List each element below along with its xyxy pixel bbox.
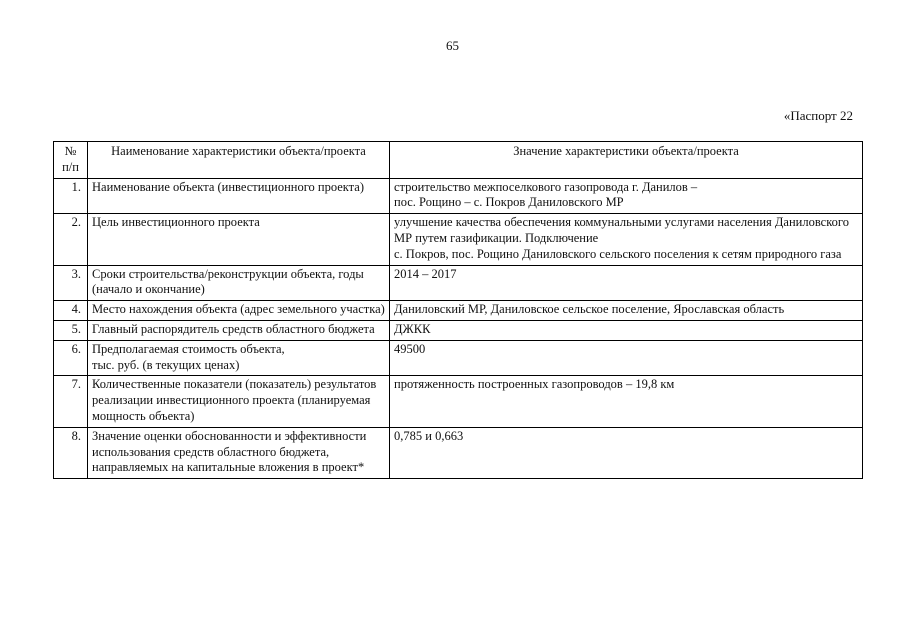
row-number: 8. xyxy=(54,427,88,478)
row-number: 6. xyxy=(54,340,88,376)
table-row xyxy=(54,376,863,427)
row-name: Предполагаемая стоимость объекта, тыс. руб. (в текущих ценах) xyxy=(88,340,390,376)
table-row xyxy=(54,427,863,478)
row-name: Количественные показатели (показатель) результатов реализации инвестиционного проекта (планируемая мощность объекта) xyxy=(88,376,390,427)
table-row xyxy=(54,178,863,214)
header-value: Значение характеристики объекта/проекта xyxy=(390,142,863,179)
header-name: Наименование характеристики объекта/проекта xyxy=(88,142,390,179)
row-number: 4. xyxy=(54,301,88,321)
page-number: 65 xyxy=(446,38,459,53)
row-name: Главный распорядитель средств областного бюджета xyxy=(88,320,390,340)
row-name: Значение оценки обоснованности и эффективности использования средств областного бюджета, направляемых на капитальные вложения в проект* xyxy=(88,427,390,478)
passport-table xyxy=(53,141,863,479)
row-name: Цель инвестиционного проекта xyxy=(88,214,390,265)
table-row xyxy=(54,214,863,265)
row-value: ДЖКК xyxy=(390,320,863,340)
table-row xyxy=(54,340,863,376)
row-value: протяженность построенных газопроводов – 19,8 км xyxy=(390,376,863,427)
table-header-row xyxy=(54,142,863,179)
row-value: 2014 – 2017 xyxy=(390,265,863,301)
table-row xyxy=(54,301,863,321)
row-name: Место нахождения объекта (адрес земельного участка) xyxy=(88,301,390,321)
table-row xyxy=(54,320,863,340)
row-value: улучшение качества обеспечения коммунальными услугами населения Даниловского МР путем газификации. Подключение с. Покров, пос. Рощино Даниловского сельского поселения к сетям природного газа xyxy=(390,214,863,265)
row-value: Даниловский МР, Даниловское сельское поселение, Ярославская область xyxy=(390,301,863,321)
passport-heading: «Паспорт 22 xyxy=(783,108,853,123)
row-value: строительство межпоселкового газопровода г. Данилов – пос. Рощино – с. Покров Даниловского МР xyxy=(390,178,863,214)
row-number: 5. xyxy=(54,320,88,340)
header-number: № п/п xyxy=(54,142,88,179)
row-name: Сроки строительства/реконструкции объекта, годы (начало и окончание) xyxy=(88,265,390,301)
row-value: 0,785 и 0,663 xyxy=(390,427,863,478)
row-number: 7. xyxy=(54,376,88,427)
row-value: 49500 xyxy=(390,340,863,376)
row-name: Наименование объекта (инвестиционного проекта) xyxy=(88,178,390,214)
row-number: 2. xyxy=(54,214,88,265)
row-number: 3. xyxy=(54,265,88,301)
table-row xyxy=(54,265,863,301)
row-number: 1. xyxy=(54,178,88,214)
